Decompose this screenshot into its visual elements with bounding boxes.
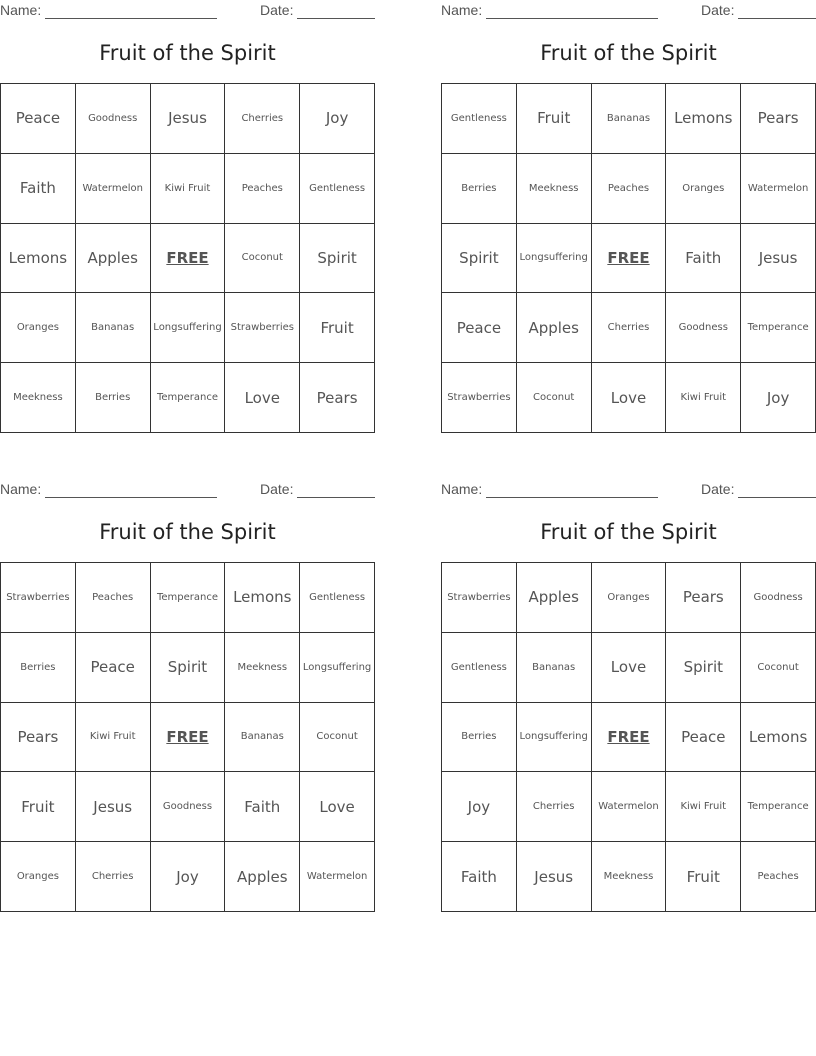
bingo-cell: Joy (151, 842, 226, 912)
date-blank[interactable] (738, 18, 816, 19)
bingo-cell: Watermelon (741, 154, 816, 224)
bingo-cell: Oranges (1, 842, 76, 912)
free-space: FREE (151, 703, 226, 773)
bingo-cell: Kiwi Fruit (151, 154, 226, 224)
bingo-cell: Love (225, 363, 300, 433)
bingo-cell: Cherries (517, 772, 592, 842)
bingo-cell: Temperance (741, 293, 816, 363)
bingo-cell: Berries (442, 703, 517, 773)
bingo-cell: Temperance (151, 363, 226, 433)
name-blank[interactable] (486, 18, 658, 19)
bingo-cell: Spirit (300, 224, 375, 294)
bingo-cell: Kiwi Fruit (666, 772, 741, 842)
bingo-cell: Peace (442, 293, 517, 363)
bingo-cell: Jesus (76, 772, 151, 842)
bingo-cell: Strawberries (225, 293, 300, 363)
bingo-cell: Peace (1, 84, 76, 154)
bingo-cell: Temperance (741, 772, 816, 842)
bingo-cell: Apples (517, 563, 592, 633)
bingo-cell: Kiwi Fruit (76, 703, 151, 773)
bingo-cell: Berries (442, 154, 517, 224)
bingo-cell: Faith (666, 224, 741, 294)
bingo-cell: Cherries (225, 84, 300, 154)
bingo-cell: Peaches (76, 563, 151, 633)
bingo-cell: Peaches (225, 154, 300, 224)
name-label: Name: (441, 2, 483, 18)
bingo-cell: Temperance (151, 563, 226, 633)
name-blank[interactable] (45, 18, 217, 19)
bingo-cell: Love (592, 363, 667, 433)
bingo-cell: Fruit (666, 842, 741, 912)
bingo-cell: Peaches (741, 842, 816, 912)
bingo-cell: Watermelon (592, 772, 667, 842)
bingo-cell: Joy (741, 363, 816, 433)
bingo-cell: Jesus (517, 842, 592, 912)
bingo-cell: Faith (225, 772, 300, 842)
bingo-cell: Peace (666, 703, 741, 773)
bingo-cell: Pears (666, 563, 741, 633)
bingo-cell: Fruit (1, 772, 76, 842)
bingo-cell: Longsuffering (300, 633, 375, 703)
name-date-line (0, 2, 375, 22)
date-label: Date: (701, 481, 735, 497)
bingo-cell: Cherries (592, 293, 667, 363)
bingo-cell: Meekness (517, 154, 592, 224)
name-label: Name: (441, 481, 483, 497)
bingo-cell: Longsuffering (517, 703, 592, 773)
bingo-cell: Joy (442, 772, 517, 842)
bingo-cell: Fruit (300, 293, 375, 363)
bingo-cell: Joy (300, 84, 375, 154)
bingo-cell: Love (300, 772, 375, 842)
bingo-cell: Pears (300, 363, 375, 433)
bingo-grid (441, 83, 816, 433)
bingo-cell: Gentleness (442, 84, 517, 154)
bingo-cell: Coconut (300, 703, 375, 773)
bingo-card (0, 0, 375, 432)
bingo-cell: Gentleness (442, 633, 517, 703)
bingo-cell: Strawberries (1, 563, 76, 633)
card-title: Fruit of the Spirit (99, 520, 276, 544)
bingo-cell: Goodness (76, 84, 151, 154)
bingo-cell: Pears (1, 703, 76, 773)
bingo-cell: Fruit (517, 84, 592, 154)
free-space: FREE (592, 703, 667, 773)
bingo-cell: Meekness (1, 363, 76, 433)
bingo-cell: Oranges (592, 563, 667, 633)
bingo-cell: Jesus (741, 224, 816, 294)
name-date-line (0, 481, 375, 501)
bingo-cell: Lemons (1, 224, 76, 294)
date-blank[interactable] (297, 497, 375, 498)
date-label: Date: (701, 2, 735, 18)
free-space: FREE (151, 224, 226, 294)
bingo-cell: Bananas (517, 633, 592, 703)
bingo-cell: Strawberries (442, 563, 517, 633)
bingo-cell: Lemons (741, 703, 816, 773)
name-blank[interactable] (486, 497, 658, 498)
bingo-cell: Bananas (225, 703, 300, 773)
bingo-cell: Lemons (225, 563, 300, 633)
bingo-cell: Strawberries (442, 363, 517, 433)
bingo-cell: Goodness (741, 563, 816, 633)
name-date-line (441, 2, 816, 22)
date-blank[interactable] (738, 497, 816, 498)
bingo-cell: Bananas (76, 293, 151, 363)
bingo-cell: Coconut (517, 363, 592, 433)
bingo-cell: Meekness (592, 842, 667, 912)
bingo-cell: Love (592, 633, 667, 703)
bingo-cell: Longsuffering (517, 224, 592, 294)
bingo-cell: Berries (76, 363, 151, 433)
free-space: FREE (592, 224, 667, 294)
bingo-cell: Jesus (151, 84, 226, 154)
bingo-cell: Lemons (666, 84, 741, 154)
card-title: Fruit of the Spirit (540, 41, 717, 65)
bingo-cell: Goodness (666, 293, 741, 363)
bingo-grid (0, 83, 375, 433)
bingo-card (441, 479, 816, 911)
bingo-cell: Berries (1, 633, 76, 703)
name-label: Name: (0, 481, 42, 497)
date-label: Date: (260, 481, 294, 497)
bingo-cell: Longsuffering (151, 293, 226, 363)
bingo-cell: Bananas (592, 84, 667, 154)
bingo-cell: Peaches (592, 154, 667, 224)
name-label: Name: (0, 2, 42, 18)
bingo-cell: Watermelon (300, 842, 375, 912)
bingo-cell: Coconut (225, 224, 300, 294)
bingo-grid (0, 562, 375, 912)
bingo-cell: Apples (76, 224, 151, 294)
bingo-cell: Faith (1, 154, 76, 224)
bingo-cell: Pears (741, 84, 816, 154)
bingo-cell: Spirit (151, 633, 226, 703)
bingo-cell: Kiwi Fruit (666, 363, 741, 433)
date-label: Date: (260, 2, 294, 18)
bingo-cell: Goodness (151, 772, 226, 842)
bingo-cell: Gentleness (300, 563, 375, 633)
bingo-cell: Apples (225, 842, 300, 912)
date-blank[interactable] (297, 18, 375, 19)
bingo-cell: Meekness (225, 633, 300, 703)
bingo-cell: Oranges (1, 293, 76, 363)
bingo-cell: Spirit (442, 224, 517, 294)
card-title: Fruit of the Spirit (540, 520, 717, 544)
bingo-cell: Watermelon (76, 154, 151, 224)
bingo-cell: Cherries (76, 842, 151, 912)
bingo-cell: Spirit (666, 633, 741, 703)
bingo-card (0, 479, 375, 911)
card-title: Fruit of the Spirit (99, 41, 276, 65)
bingo-cell: Oranges (666, 154, 741, 224)
bingo-cell: Coconut (741, 633, 816, 703)
name-blank[interactable] (45, 497, 217, 498)
bingo-card (441, 0, 816, 432)
name-date-line (441, 481, 816, 501)
bingo-cell: Peace (76, 633, 151, 703)
bingo-cell: Gentleness (300, 154, 375, 224)
bingo-cell: Faith (442, 842, 517, 912)
bingo-cell: Apples (517, 293, 592, 363)
bingo-grid (441, 562, 816, 912)
